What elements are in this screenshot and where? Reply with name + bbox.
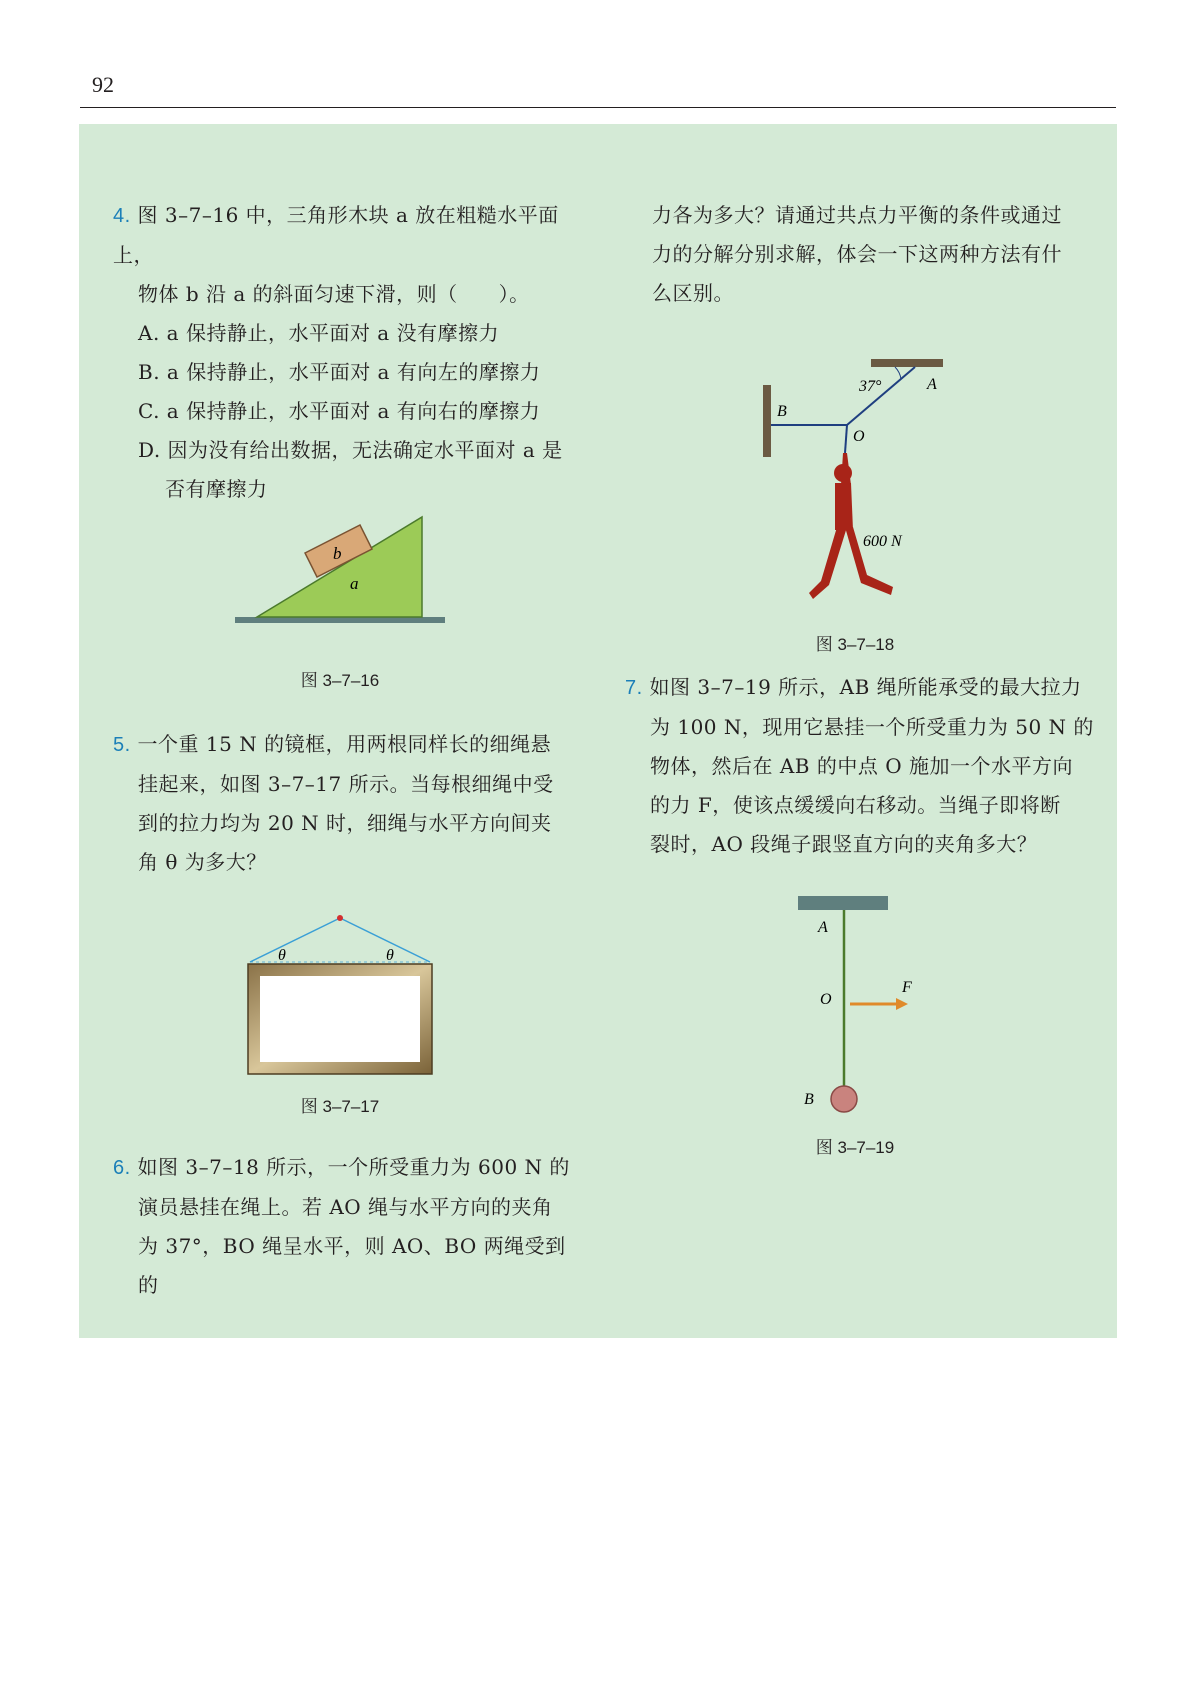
option-d-continued: 否有摩擦力 [165,477,268,501]
label-f: F [902,979,912,996]
angle-label-left: θ [278,947,286,964]
option-b: B. a 保持静止，水平面对 a 有向左的摩擦力 [138,360,541,384]
ceiling [871,359,943,367]
option-d: D. 因为没有给出数据，无法确定水平面对 a 是 [138,438,563,462]
question-6 [113,1148,583,1305]
ceiling [798,896,888,910]
question-number: 5. [113,734,131,756]
ground [235,617,445,623]
hanging-rope [845,425,847,453]
question-text: 角 θ 为多大？ [138,850,267,874]
question-text: 的力 F，使该点缓缓向右移动。当绳子即将断 [650,793,1061,817]
option-a: A. a 保持静止，水平面对 a 没有摩擦力 [138,321,500,345]
question-text: 物体，然后在 AB 的中点 O 施加一个水平方向 [650,754,1073,778]
weight-label: 600 N [863,533,902,550]
question-text: 挂起来，如图 3–7–17 所示。当每根细绳中受 [138,772,554,796]
wedge-label: a [350,574,359,593]
question-5 [113,725,583,882]
figure-3-7-16 [230,495,450,645]
force-arrow-head [896,998,908,1010]
figure-3-7-18 [755,355,955,615]
performer [809,453,893,599]
angle-label: 37° [859,378,882,395]
figure-3-7-17 [240,910,440,1080]
question-text: 物体 b 沿 a 的斜面匀速下滑，则（ ）。 [138,282,530,306]
label-a: A [818,919,828,936]
question-text: 到的拉力均为 20 N 时，细绳与水平方向间夹 [138,811,552,835]
question-number: 6. [113,1157,131,1179]
question-number: 4. [113,205,131,227]
header-rule [80,107,1116,108]
left-rope [250,918,340,962]
question-text: 一个重 15 N 的镜框，用两根同样长的细绳悬 [137,732,552,756]
figure-caption: 图 3–7–18 [815,635,895,654]
label-b: B [777,403,787,420]
question-text: 力的分解分别求解，体会一下这两种方法有什 [652,242,1062,266]
weight-ball [831,1086,857,1112]
question-number: 7. [625,677,643,699]
figure-caption: 图 3–7–19 [815,1138,895,1157]
right-rope [340,918,430,962]
question-text: 为 100 N，现用它悬挂一个所受重力为 50 N 的 [650,715,1094,739]
label-a: A [927,376,937,393]
question-text: 图 3–7–16 中，三角形木块 a 放在粗糙水平面上， [113,203,559,267]
option-c: C. a 保持静止，水平面对 a 有向右的摩擦力 [138,399,541,423]
figure-3-7-19 [790,890,940,1115]
page-number: 92 [92,72,114,97]
question-text: 裂时，AO 段绳子跟竖直方向的夹角多大？ [650,832,1038,856]
question-text: 如图 3–7–19 所示，AB 绳所能承受的最大拉力 [649,675,1082,699]
nail [337,915,343,921]
label-b: B [804,1091,814,1108]
angle-label-right: θ [386,947,394,964]
question-text: 力各为多大？请通过共点力平衡的条件或通过 [652,203,1062,227]
question-text: 演员悬挂在绳上。若 AO 绳与水平方向的夹角 [138,1195,553,1219]
block-label: b [333,544,342,563]
figure-caption: 图 3–7–17 [300,1097,380,1116]
question-text: 为 37°，BO 绳呈水平，则 AO、BO 两绳受到的 [138,1234,566,1297]
mirror [260,976,420,1062]
question-6-continued [652,196,1092,313]
figure-caption: 图 3–7–16 [300,671,380,690]
angle-arc [895,367,901,379]
rope-ao [847,367,915,425]
question-4 [113,196,583,509]
wall [763,385,771,457]
question-text: 如图 3–7–18 所示，一个所受重力为 600 N 的 [137,1155,570,1179]
question-7 [625,668,1095,864]
label-o: O [820,991,832,1008]
label-o: O [853,428,865,445]
wedge-a [257,517,422,617]
question-text: 么区别。 [652,281,734,305]
